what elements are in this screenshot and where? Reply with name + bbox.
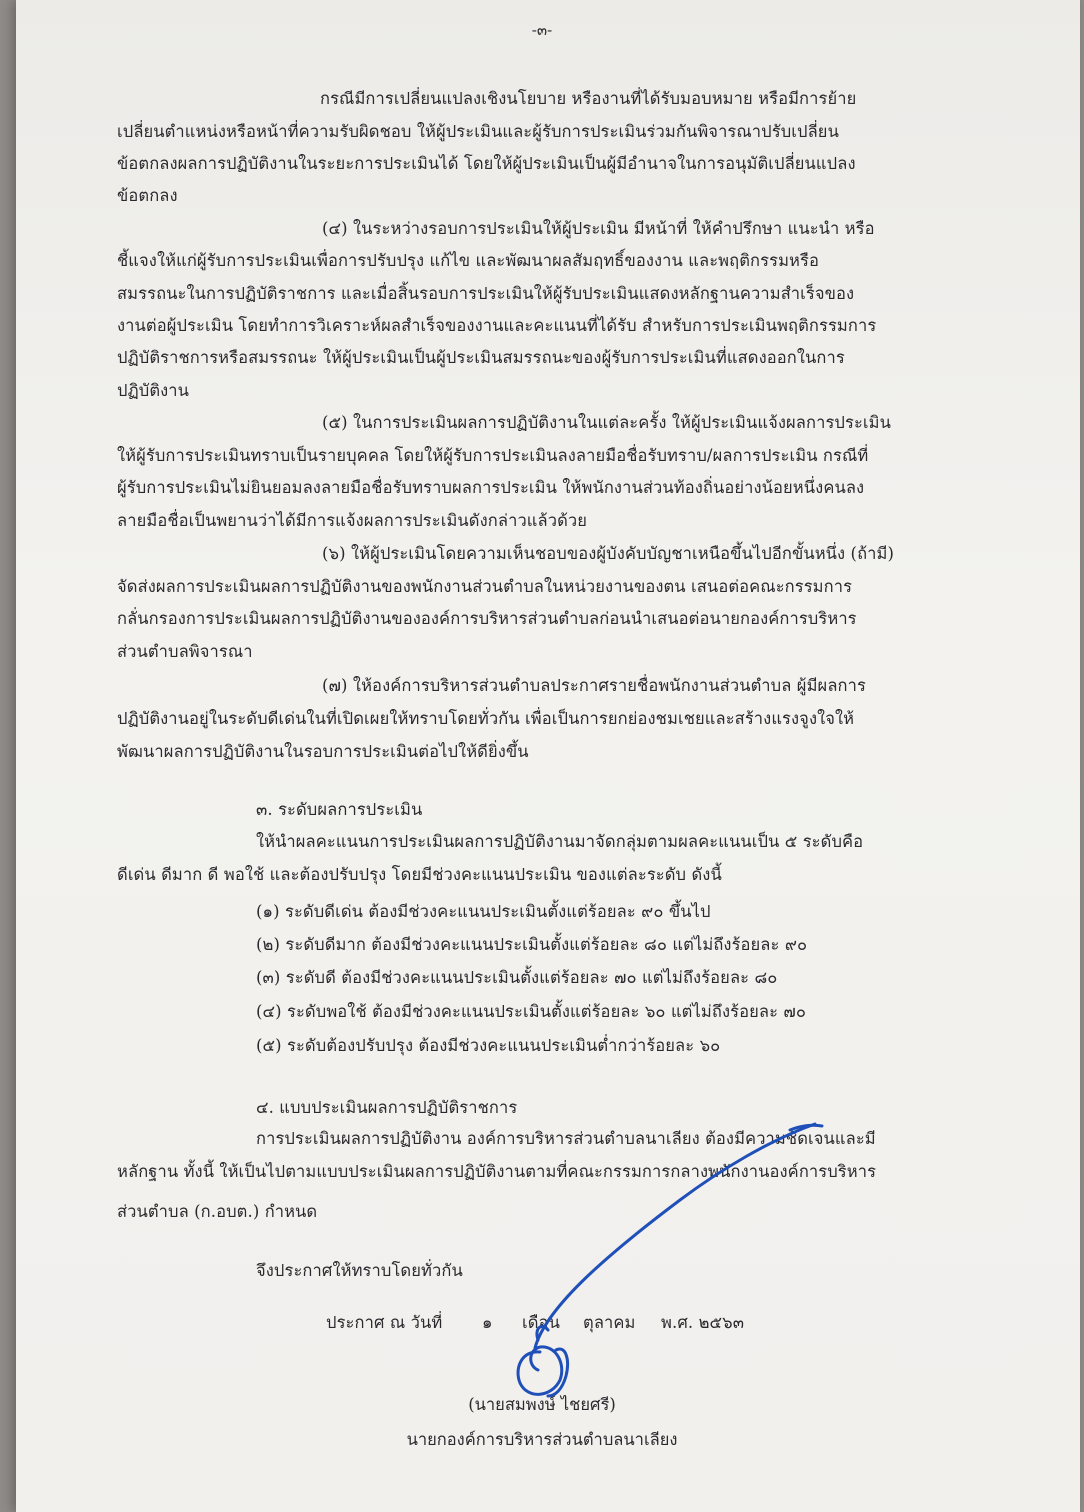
level-item: (๔) ระดับพอใช้ ต้องมีช่วงคะแนนประเมินตั้งแต่ร้อยละ ๖๐ แต่ไม่ถึงร้อยละ ๗๐	[256, 1002, 807, 1021]
paragraph-line: ปฏิบัติราชการหรือสมรรถนะ ให้ผู้ประเมินเป็นผู้ประเมินสมรรถนะของผู้รับการประเมินที่แสดงออกในการ	[117, 348, 845, 367]
paragraph-line: เปลี่ยนตำแหน่งหรือหน้าที่ความรับผิดชอบ ให้ผู้ประเมินและผู้รับการประเมินร่วมกันพิจารณาปรับเปลี่ยน	[117, 122, 839, 141]
announce-day: ๑	[482, 1313, 493, 1332]
paragraph-line: (๗) ให้องค์การบริหารส่วนตำบลประกาศรายชื่อพนักงานส่วนตำบล ผู้มีผลการ	[322, 676, 866, 695]
paragraph-line: ข้อตกลง	[117, 186, 178, 205]
level-item: (๓) ระดับดี ต้องมีช่วงคะแนนประเมินตั้งแต่ร้อยละ ๗๐ แต่ไม่ถึงร้อยละ ๘๐	[256, 968, 778, 987]
paragraph-line: (๔) ในระหว่างรอบการประเมินให้ผู้ประเมิน มีหน้าที่ ให้คำปรึกษา แนะนำ หรือ	[322, 219, 875, 238]
paragraph-line: จัดส่งผลการประเมินผลการปฏิบัติงานของพนักงานส่วนตำบลในหน่วยงานของตน เสนอต่อคณะกรรมการ	[117, 577, 853, 596]
paragraph-line: กรณีมีการเปลี่ยนแปลงเชิงนโยบาย หรืองานที่ได้รับมอบหมาย หรือมีการย้าย	[320, 89, 857, 108]
signatory-name: (นายสมพงษ์ ไชยศรี)	[468, 1395, 616, 1414]
paragraph-line: ดีเด่น ดีมาก ดี พอใช้ และต้องปรับปรุง โดยมีช่วงคะแนนประเมิน ของแต่ละระดับ ดังนี้	[117, 865, 722, 884]
section-heading: ๓. ระดับผลการประเมิน	[256, 800, 423, 819]
paragraph-line: (๖) ให้ผู้ประเมินโดยความเห็นชอบของผู้บังคับบัญชาเหนือขึ้นไปอีกขั้นหนึ่ง (ถ้ามี)	[322, 544, 895, 563]
paragraph-line: ให้นำผลคะแนนการประเมินผลการปฏิบัติงานมาจัดกลุ่มตามผลคะแนนเป็น ๕ ระดับคือ	[256, 832, 864, 851]
paragraph-line: ปฏิบัติงานอยู่ในระดับดีเด่นในที่เปิดเผยให้ทราบโดยทั่วกัน เพื่อเป็นการยกย่องชมเชยและสร้างแรงจูงใจให้	[117, 709, 855, 728]
paragraph-line: ข้อตกลงผลการปฏิบัติงานในระยะการประเมินได้ โดยให้ผู้ประเมินเป็นผู้มีอำนาจในการอนุมัติเปลี่ยนแปลง	[117, 154, 856, 173]
paragraph-line: ให้ผู้รับการประเมินทราบเป็นรายบุคคล โดยให้ผู้รับการประเมินลงลายมือชื่อรับทราบ/ผลการประเมิน กรณีที่	[117, 446, 869, 465]
paragraph-line: งานต่อผู้ประเมิน โดยทำการวิเคราะห์ผลสำเร็จของงานและคะแนนที่ได้รับ สำหรับการประเมินพฤติกรรมการ	[117, 316, 877, 335]
announce-month: ตุลาคม	[583, 1313, 636, 1332]
paragraph-line: ส่วนตำบลพิจารณา	[117, 642, 253, 661]
paragraph-line: หลักฐาน ทั้งนี้ ให้เป็นไปตามแบบประเมินผลการปฏิบัติงานตามที่คณะกรรมการกลางพนักงานองค์การบริหาร	[117, 1162, 877, 1181]
paragraph-line: ปฏิบัติงาน	[117, 381, 190, 400]
page-number: -๓-	[531, 21, 553, 39]
paragraph-line: (๕) ในการประเมินผลการปฏิบัติงานในแต่ละครั้ง ให้ผู้ประเมินแจ้งผลการประเมิน	[322, 413, 891, 432]
level-item: (๑) ระดับดีเด่น ต้องมีช่วงคะแนนประเมินตั้งแต่ร้อยละ ๙๐ ขึ้นไป	[256, 902, 711, 921]
paragraph-line: ลายมือชื่อเป็นพยานว่าได้มีการแจ้งผลการประเมินดังกล่าวแล้วด้วย	[117, 511, 588, 530]
paragraph-line: ชี้แจงให้แก่ผู้รับการประเมินเพื่อการปรับปรุง แก้ไข และพัฒนาผลสัมฤทธิ์ของงาน และพฤติกรรมหรือ	[117, 251, 819, 270]
level-item: (๕) ระดับต้องปรับปรุง ต้องมีช่วงคะแนนประเมินต่ำกว่าร้อยละ ๖๐	[256, 1036, 721, 1055]
paragraph-line: พัฒนาผลการปฏิบัติงานในรอบการประเมินต่อไปให้ดียิ่งขึ้น	[117, 742, 529, 761]
signatory-title: นายกองค์การบริหารส่วนตำบลนาเลียง	[406, 1430, 678, 1449]
closing-statement: จึงประกาศให้ทราบโดยทั่วกัน	[256, 1261, 463, 1280]
paragraph-line: สมรรถนะในการปฏิบัติราชการ และเมื่อสิ้นรอบการประเมินให้ผู้รับประเมินแสดงหลักฐานความสำเร็จของ	[117, 284, 855, 303]
announce-year: พ.ศ. ๒๕๖๓	[661, 1313, 745, 1332]
announce-month-label: เดือน	[522, 1313, 560, 1332]
section-heading: ๔. แบบประเมินผลการปฏิบัติราชการ	[256, 1098, 518, 1117]
paragraph-line: การประเมินผลการปฏิบัติงาน องค์การบริหารส่วนตำบลนาเลียง ต้องมีความชัดเจนและมี	[256, 1129, 876, 1148]
paragraph-line: ส่วนตำบล (ก.อบต.) กำหนด	[117, 1202, 318, 1221]
paragraph-line: กลั่นกรองการประเมินผลการปฏิบัติงานขององค์การบริหารส่วนตำบลก่อนนำเสนอต่อนายกองค์การบริหาร	[117, 609, 857, 628]
level-item: (๒) ระดับดีมาก ต้องมีช่วงคะแนนประเมินตั้งแต่ร้อยละ ๘๐ แต่ไม่ถึงร้อยละ ๙๐	[256, 935, 808, 954]
paragraph-line: ผู้รับการประเมินไม่ยินยอมลงลายมือชื่อรับทราบผลการประเมิน ให้พนักงานส่วนท้องถิ่นอย่างน้อยหนึ่งคนลง	[117, 478, 865, 497]
announce-prefix: ประกาศ ณ วันที่	[326, 1313, 443, 1332]
